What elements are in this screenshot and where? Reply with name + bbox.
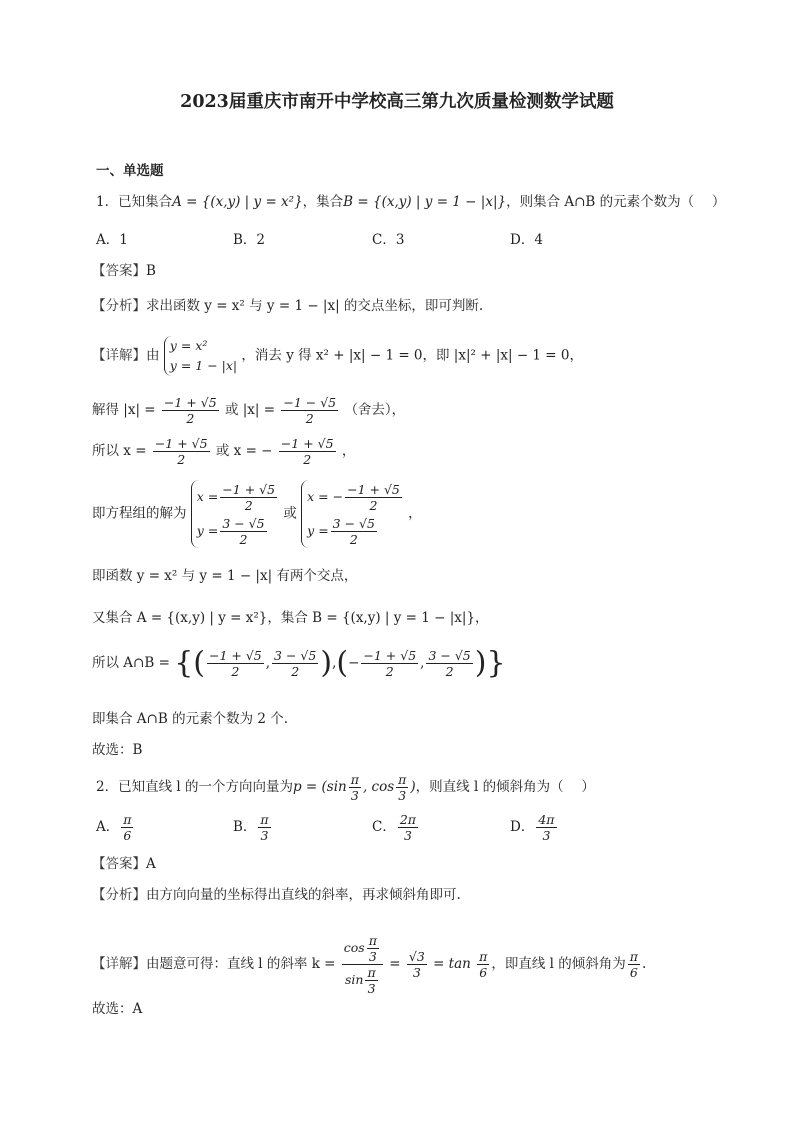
frac-numerator: 2π — [399, 812, 417, 827]
q1-analysis-tag: 【分析】 — [92, 298, 146, 314]
frac-denominator: 2 — [369, 498, 378, 513]
equals-sign: = — [389, 956, 401, 972]
q1-set-a: A = {(x,y) | y = x²} — [172, 194, 303, 210]
q1-solve-line — [92, 395, 405, 426]
section-heading: 一、单选题 — [96, 163, 164, 179]
q1-two-points: 即函数 y = x² 与 y = 1 − |x| 有两个交点， — [92, 568, 358, 584]
option-label: B． — [233, 819, 257, 835]
q1-stem-suffix: ，则集合 A∩B 的元素个数为（ ） — [506, 194, 726, 210]
frac-denominator: 3 — [260, 828, 269, 843]
solution-y-row — [307, 514, 404, 548]
q1-solve-or: 或 |x| = — [224, 402, 276, 418]
q1-answer-value: B — [146, 263, 156, 279]
q1-intersection-line: 所以 A∩B = {( $\frac{-1 + √5}{2}$ , $\frac{3 - √5}{2}$ ),(− $\frac{-1 + √5}{2}$ , $\frac{3 - √5}{2}$ )} — [92, 645, 506, 681]
period: . — [642, 956, 647, 972]
frac-numerator: π — [367, 965, 376, 980]
q1-option-a: A．1 — [96, 232, 128, 248]
q1-detail-line1 — [92, 336, 583, 376]
q1-answer — [92, 262, 156, 280]
q1-choose: 故选：B — [92, 742, 143, 758]
frac-numerator: −1 + √5 — [222, 482, 276, 497]
q1-option-c: C．3 — [372, 232, 405, 248]
pi-sixth — [477, 949, 489, 980]
solution-x-label: x = — [196, 489, 219, 504]
q2-option-b — [233, 812, 273, 843]
q1-solution-system-b — [301, 480, 404, 548]
q1-analysis-text: 求出函数 y = x² 与 y = 1 − |x| 的交点坐标，即可判断. — [146, 298, 484, 314]
q2-answer — [92, 855, 156, 873]
q2-option-a — [96, 812, 135, 843]
frac-denominator: 2 — [303, 452, 312, 467]
frac-denominator: 2 — [291, 664, 300, 679]
frac-numerator: −1 + √5 — [163, 395, 217, 410]
q2-vector: p = (sin — [293, 779, 347, 795]
q1-option-b: B．2 — [233, 232, 266, 248]
frac-numerator: −1 − √5 — [283, 395, 337, 410]
option-label: A． — [96, 819, 120, 835]
q1-stem — [96, 193, 725, 211]
frac-denominator: 3 — [367, 981, 376, 996]
q2-detail — [92, 933, 646, 996]
frac-numerator: −1 + √5 — [363, 648, 417, 663]
q2-answer-value: A — [146, 856, 156, 872]
q2-option-d — [510, 812, 559, 843]
q1-count: 即集合 A∩B 的元素个数为 2 个. — [92, 711, 289, 727]
frac-numerator: −1 + √5 — [208, 648, 262, 663]
frac-denominator: 3 — [398, 788, 407, 803]
q1-system-eq2: y = 1 − |x| — [169, 358, 238, 373]
q1-equation-system — [164, 336, 237, 376]
option-label: C． — [372, 819, 396, 835]
document-title: 2023届重庆市南开中学校高三第九次质量检测数学试题 — [180, 92, 614, 112]
paren-close: ) — [320, 645, 333, 681]
q1-analysis — [92, 297, 483, 315]
slope-denominator — [342, 965, 383, 996]
frac-numerator: 3 − √5 — [274, 648, 317, 663]
solution-x-frac — [220, 482, 277, 513]
brace-open: {( — [174, 645, 205, 681]
option-label: D． — [510, 819, 535, 835]
q2-cos: , cos — [362, 779, 395, 795]
q1-solution-or: 或 — [283, 505, 297, 522]
q1-solution-end: ， — [408, 505, 422, 522]
frac-numerator: π — [350, 772, 359, 787]
q1-intersection-prefix: 所以 A∩B = — [92, 655, 170, 671]
frac-numerator: 3 − √5 — [428, 648, 471, 663]
frac-denominator: 2 — [305, 411, 314, 426]
cos-label: cos — [343, 940, 365, 955]
equals-tan: = tan — [433, 956, 471, 972]
q1-so-end: ， — [341, 443, 356, 459]
frac-denominator: 6 — [629, 965, 638, 980]
q1-solve-prefix: 解得 |x| = — [92, 402, 156, 418]
q2-stem-prefix: 2．已知直线 l 的一个方向向量为 — [96, 779, 293, 795]
q1-sets-again: 又集合 A = {(x,y) | y = x²}，集合 B = {(x,y) | y = 1 − |x|}， — [92, 610, 489, 626]
q2-detail-tag: 【详解】 — [92, 956, 146, 972]
q1-detail-suffix: ，消去 y 得 x² + |x| − 1 = 0，即 |x|² + |x| − 1 = 0， — [241, 347, 584, 364]
q1-detail-prefix: 由 — [146, 347, 160, 364]
q2-analysis-tag: 【分析】 — [92, 887, 146, 903]
frac-denominator: 6 — [479, 965, 488, 980]
solution-x-frac — [345, 482, 402, 513]
frac-denominator: 3 — [368, 949, 377, 964]
slope-numerator — [342, 933, 383, 965]
frac-denominator: 2 — [231, 664, 240, 679]
q2-choose: 故选：A — [92, 1001, 143, 1017]
q1-solution-system-a — [191, 480, 279, 548]
brace-close: )} — [474, 645, 506, 681]
q2-answer-tag: 【答案】 — [92, 856, 146, 872]
frac-denominator: 2 — [445, 664, 454, 679]
answer-pi-sixth — [628, 949, 640, 980]
q2-detail-mid: ，即直线 l 的倾斜角为 — [491, 956, 626, 972]
q1-solve-frac1 — [162, 395, 219, 426]
q1-system-eq1: y = x² — [169, 338, 208, 353]
frac-numerator: π — [479, 949, 488, 964]
q1-solve-note: （舍去）， — [344, 402, 406, 418]
frac-denominator: 2 — [186, 411, 195, 426]
q1-so-frac2 — [279, 436, 336, 467]
solution-y-frac — [331, 516, 377, 547]
q1-solution-line — [92, 480, 422, 548]
q1-set-b: B = {(x,y) | y = 1 − |x|} — [343, 194, 507, 210]
frac-numerator: π — [123, 812, 132, 827]
sqrt3-over-3 — [407, 949, 427, 980]
frac-denominator: 3 — [412, 965, 421, 980]
q2-stem — [96, 772, 595, 803]
frac-numerator: −1 + √5 — [347, 482, 400, 497]
frac-numerator: π — [398, 772, 407, 787]
q2-slope-frac — [342, 933, 383, 996]
option-frac — [536, 812, 556, 843]
q1-so-frac1 — [153, 436, 210, 467]
point2-x — [361, 648, 418, 679]
solution-x-row — [307, 480, 404, 514]
q1-solution-prefix: 即方程组的解为 — [92, 505, 187, 522]
q1-stem-prefix: 1．已知集合 — [96, 194, 173, 210]
pi-third — [365, 965, 377, 996]
paren-open: ( — [336, 645, 349, 681]
q1-so-or: 或 x = − — [215, 443, 273, 459]
frac-denominator: 2 — [385, 664, 394, 679]
frac-numerator: −1 + √5 — [280, 436, 334, 451]
frac-denominator: 2 — [177, 452, 186, 467]
frac-numerator: 3 − √5 — [222, 516, 265, 531]
frac-denominator: 3 — [403, 828, 412, 843]
frac-numerator: −1 + √5 — [154, 436, 208, 451]
solution-y-row — [197, 514, 279, 548]
frac-denominator: 2 — [349, 532, 358, 547]
q2-vector-close: ) — [410, 779, 416, 795]
q2-cos-frac — [396, 772, 408, 803]
sin-label: sin — [345, 972, 364, 987]
frac-denominator: 3 — [350, 788, 359, 803]
q1-stem-mid: ，集合 — [302, 194, 344, 210]
frac-numerator: π — [260, 812, 269, 827]
option-frac — [258, 812, 270, 843]
solution-x-row — [197, 480, 279, 514]
frac-numerator: π — [629, 949, 638, 964]
solution-y-frac — [220, 516, 266, 547]
q2-option-c — [372, 812, 420, 843]
q1-answer-tag: 【答案】 — [92, 263, 146, 279]
q2-sin-frac — [349, 772, 361, 803]
q1-option-d: D．4 — [510, 232, 543, 248]
q1-so-prefix: 所以 x = — [92, 443, 147, 459]
solution-y-label: y = — [196, 523, 219, 538]
frac-numerator: 3 − √5 — [332, 516, 375, 531]
frac-denominator: 2 — [244, 498, 253, 513]
q1-solve-frac2 — [281, 395, 338, 426]
frac-denominator: 3 — [542, 828, 551, 843]
point1-x — [207, 648, 264, 679]
q2-detail-prefix: 由题意可得：直线 l 的斜率 k = — [146, 956, 336, 972]
q1-so-line — [92, 436, 355, 467]
option-frac — [398, 812, 418, 843]
frac-denominator: 2 — [239, 532, 248, 547]
frac-denominator: 6 — [123, 828, 132, 843]
q2-analysis — [92, 886, 461, 904]
q1-detail-tag: 【详解】 — [92, 347, 146, 364]
frac-numerator: π — [368, 933, 377, 948]
q2-stem-suffix: ，则直线 l 的倾斜角为（ ） — [415, 779, 595, 795]
option-frac — [121, 812, 133, 843]
frac-numerator: √3 — [408, 949, 425, 964]
frac-numerator: 4π — [538, 812, 555, 827]
solution-y-label: y = — [307, 523, 329, 538]
q2-analysis-text: 由方向向量的坐标得出直线的斜率，再求倾斜角即可. — [146, 887, 461, 903]
solution-x-label: x = − — [307, 489, 344, 504]
point2-y — [426, 648, 472, 679]
point1-y — [272, 648, 318, 679]
pi-third — [367, 933, 379, 964]
